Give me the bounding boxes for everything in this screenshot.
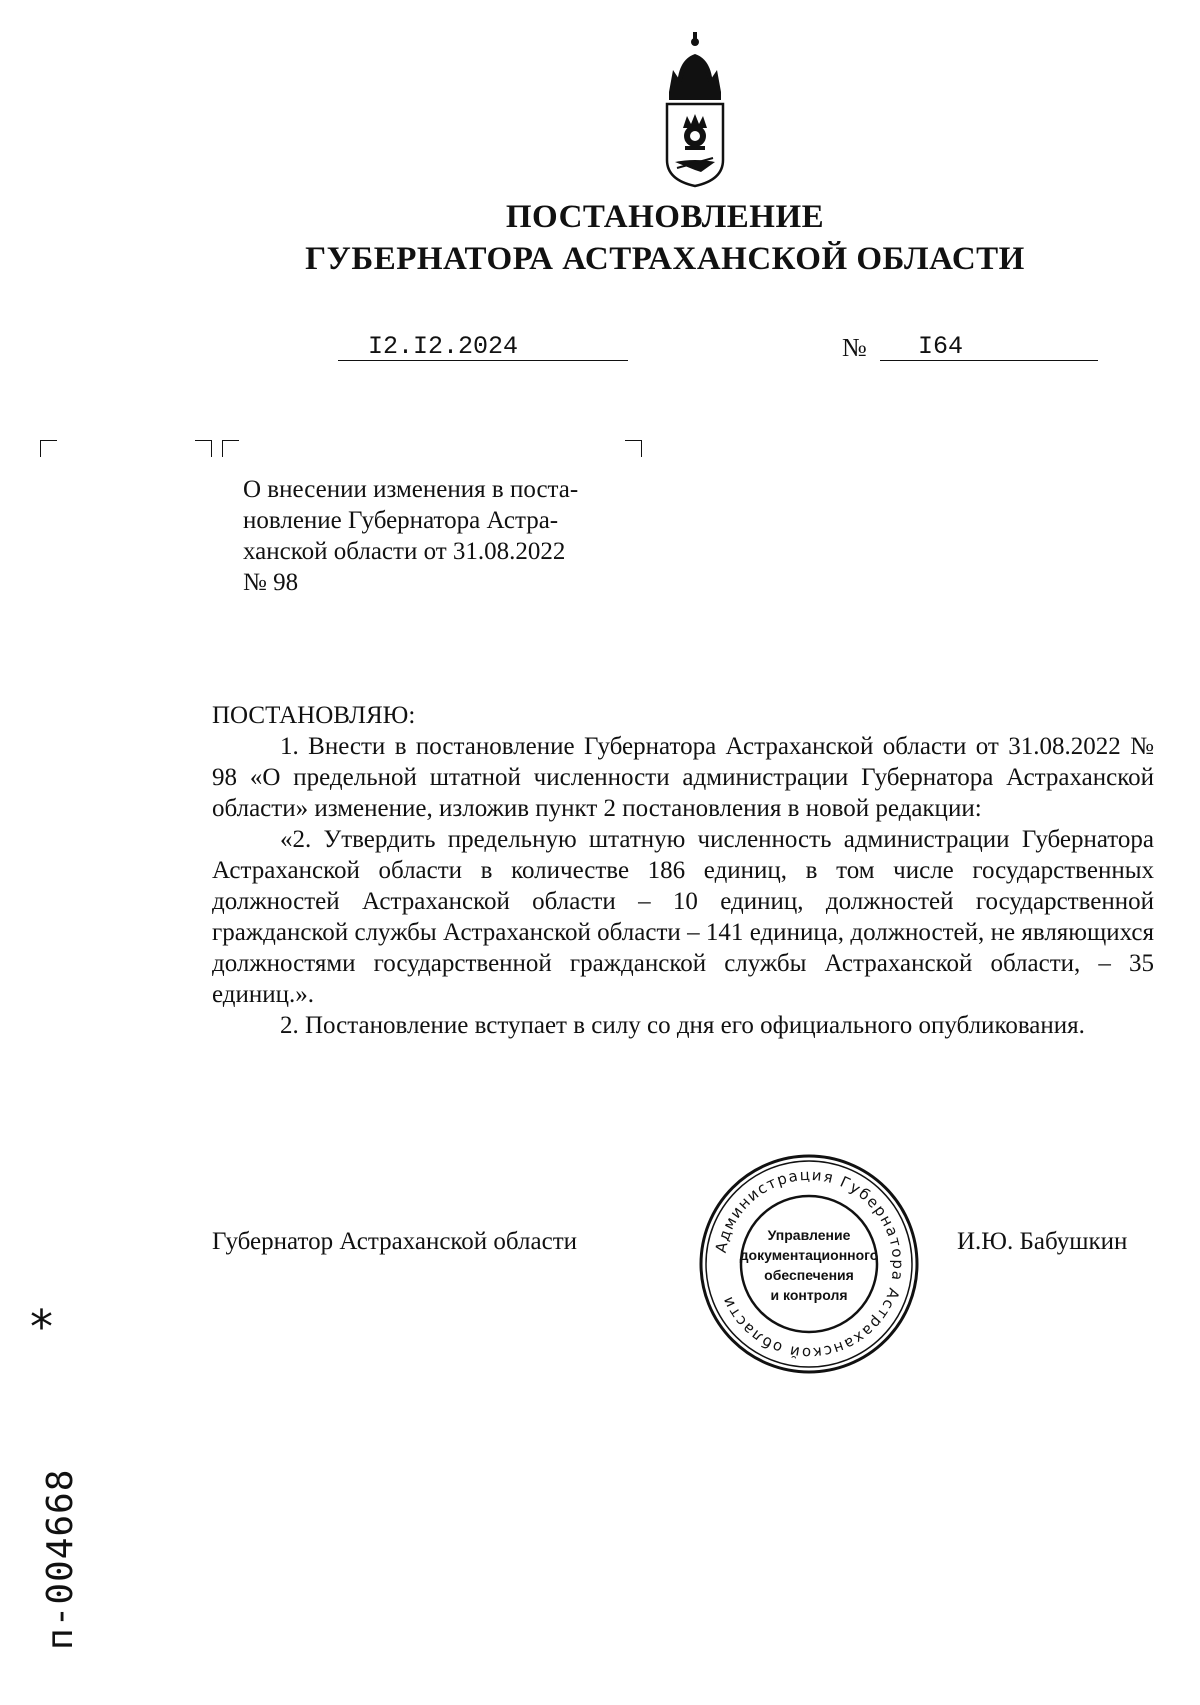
document-subtitle: ГУБЕРНАТОРА АСТРАХАНСКОЙ ОБЛАСТИ [305,241,1025,277]
date-underline [338,360,628,361]
subject-left-corner-mark-b [222,440,239,457]
seal-center-line: документационного [739,1247,879,1263]
coat-of-arms-emblem [655,30,735,190]
subject-line: ханской области от 31.08.2022 [243,538,566,565]
signatory-name: И.Ю. Бабушкин [957,1228,1128,1255]
official-seal-stamp [695,1150,923,1378]
decree-heading: ПОСТАНОВЛЯЮ: [212,702,416,729]
form-serial-number [28,1390,88,1650]
seal-ring-text: Администрация Губернатора Астраханской области [711,1165,908,1363]
clause-1: 1. Внести в постановление Губернатора Астраханской области от 31.08.2022 № 98 «О предельной штатной численности администрации Губернатора Астраханской области» изменение, изложив пункт 2 постановления в новой редакции: [212,733,1154,822]
left-margin-corner-mark [40,440,57,457]
subject-line: новление Губернатора Астра- [243,507,559,534]
serial-text: п-004668 [40,1468,81,1650]
document-body [212,700,1154,1041]
signatory-position: Губернатор Астраханской области [212,1228,578,1255]
number-underline [880,360,1098,361]
subject-line: № 98 [243,569,299,596]
subject-line: О внесении изменения в поста- [243,476,579,503]
margin-star-mark: * [30,1300,53,1354]
seal-center-line: Управление [767,1227,851,1243]
clause-1-quoted-text: «2. Утвердить предельную штатную численность администрации Губернатора Астраханской области в количестве 186 единиц, в том числе государственных должностей Астраханской области – 10 единиц, должностей государственной гражданской службы Астраханской области – 141 единица, должностей, не являющихся должностями государственной гражданской службы Астраханской области, – 35 единиц.». [212,826,1154,1008]
clause-2: 2. Постановление вступает в силу со дня его официального опубликования. [280,1012,1085,1039]
document-title: ПОСТАНОВЛЕНИЕ [505,199,825,235]
subject-right-corner-mark [625,440,642,457]
seal-center-line: обеспечения [764,1267,854,1283]
number-sign: № [842,333,867,362]
document-number: I64 [918,332,964,361]
subject-left-corner-mark-a [195,440,212,457]
document-subject [243,474,631,598]
document-date: I2.I2.2024 [368,332,519,361]
seal-center-line: и контроля [770,1287,848,1303]
